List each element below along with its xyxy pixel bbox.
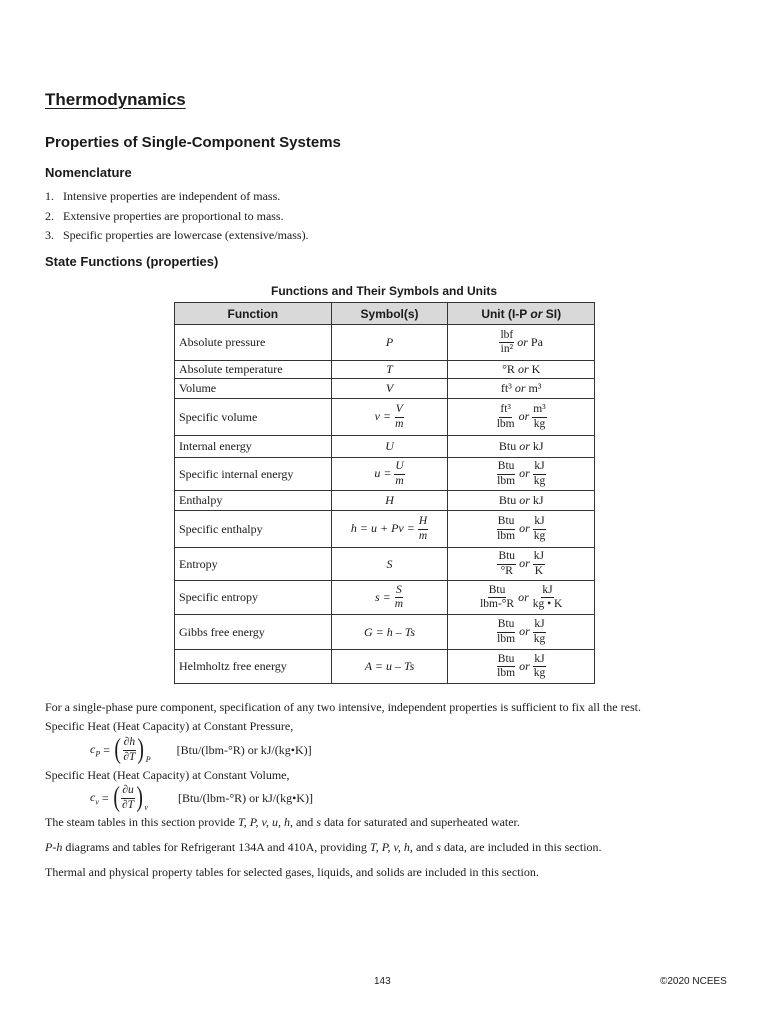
function-cell: Specific internal energy [175,458,332,491]
table-row [175,650,595,684]
unit-cell: $\frac{\text{Btu}}{\text{lbm}}$ or $\frac{kJ}{kg}$ [448,458,595,491]
symbol-cell: T [331,361,448,379]
properties-table [174,302,595,684]
function-cell: Helmholtz free energy [175,650,332,684]
page-number: 143 [374,976,391,987]
symbol-cell: P [331,325,448,361]
function-cell: Specific volume [175,399,332,436]
function-cell: Volume [175,379,332,399]
unit-cell: $\frac{\text{Btu}}{\text{lbm-°R}}$ or $\frac{kJ}{kg • K}$ [448,581,595,615]
symbol-cell: v = $\frac{V}{m}$ [331,399,448,436]
unit-cell: $\frac{\text{Btu}}{\text{lbm}}$ or $\frac{kJ}{kg}$ [448,615,595,650]
nomenclature-heading: Nomenclature [45,165,132,180]
page-title: Thermodynamics [45,90,186,109]
unit-cell: °R or K [448,361,595,379]
unit-cell: Btu or kJ [448,491,595,511]
state-functions-heading: State Functions (properties) [45,254,219,269]
symbol-cell: S [331,548,448,581]
function-cell: Internal energy [175,436,332,458]
header-function: Function [175,303,332,325]
function-cell: Absolute temperature [175,361,332,379]
list-item: 3. Specific properties are lowercase (extensive/mass). [45,228,309,242]
function-cell: Gibbs free energy [175,615,332,650]
table-row [175,491,595,511]
unit-cell: Btu or kJ [448,436,595,458]
function-cell: Absolute pressure [175,325,332,361]
cp-units: [Btu/(lbm-°R) or kJ/(kg•K)] [176,742,312,757]
table-caption: Functions and Their Symbols and Units [270,284,498,298]
single-phase-paragraph: For a single-phase pure component, specification of any two intensive, independent properties is sufficient to fix all the rest. [45,700,641,714]
table-row [175,325,595,361]
unit-cell: $\frac{\text{Btu}}{\text{lbm}}$ or $\frac{kJ}{kg}$ [448,650,595,684]
table-row [175,615,595,650]
table-row [175,581,595,615]
symbol-cell: u = $\frac{U}{m}$ [331,458,448,491]
section-title: Properties of Single-Component Systems [45,134,341,151]
steam-paragraph: The steam tables in this section provide T, P, v, u, h, and s data for saturated and superheated water. [45,815,520,829]
symbol-cell: A = u – Ts [331,650,448,684]
table-row [175,458,595,491]
nomenclature-list [45,187,309,246]
symbol-cell: H [331,491,448,511]
symbol-cell: V [331,379,448,399]
unit-cell: $\frac{\text{ft³}}{\text{lbm}}$ or $\frac{\text{m³}}{kg}$ [448,399,595,436]
symbol-cell: U [331,436,448,458]
table-row [175,436,595,458]
cp-equation: $c_P$ = ( $\frac{\partial h}{\partial T}$ ) $_P$ [Btu/(lbm-°R) or kJ/(kg•K)] [90,734,312,765]
list-item: 2. Extensive properties are proportional to mass. [45,208,284,223]
function-cell: Specific enthalpy [175,511,332,548]
symbol-cell: G = h – Ts [331,615,448,650]
unit-cell: $\frac{\text{lbf}}{\text{in²}}$ or Pa [448,325,595,361]
symbol-cell: h = u + Pv = $\frac{H}{m}$ [331,511,448,548]
table-row [175,379,595,399]
function-cell: Specific entropy [175,581,332,615]
function-cell: Entropy [175,548,332,581]
thermal-paragraph: Thermal and physical property tables for selected gases, liquids, and solids are included in this section. [45,865,539,879]
table-header-row [175,303,595,325]
function-cell: Enthalpy [175,491,332,511]
cv-heading: Specific Heat (Heat Capacity) at Constant Volume, [45,768,290,782]
cv-equation: $c_v$ = ( $\frac{\partial u}{\partial T}$ ) $_v$ [Btu/(lbm-°R) or kJ/(kg•K)] [90,782,313,813]
copyright: ©2020 NCEES [660,976,727,987]
list-item: 1. Intensive properties are independent of mass. [45,189,281,203]
cv-units: [Btu/(lbm-°R) or kJ/(kg•K)] [177,790,313,805]
table-row [175,511,595,548]
ph-paragraph: P-h diagrams and tables for Refrigerant 134A and 410A, providing T, P, v, h, and s data, are included in this section. [45,840,602,854]
header-unit: Unit (I-P or SI) [448,303,595,325]
table-row [175,548,595,581]
table-row [175,399,595,436]
unit-cell: $\frac{\text{Btu}}{^\circ R}$ or $\frac{kJ}{K}$ [448,548,595,581]
cp-heading: Specific Heat (Heat Capacity) at Constant Pressure, [45,719,294,733]
symbol-cell: s = $\frac{S}{m}$ [331,581,448,615]
unit-cell: $\frac{\text{Btu}}{\text{lbm}}$ or $\frac{kJ}{kg}$ [448,511,595,548]
table-row [175,361,595,379]
unit-cell: ft³ or m³ [448,379,595,399]
header-symbol: Symbol(s) [331,303,448,325]
